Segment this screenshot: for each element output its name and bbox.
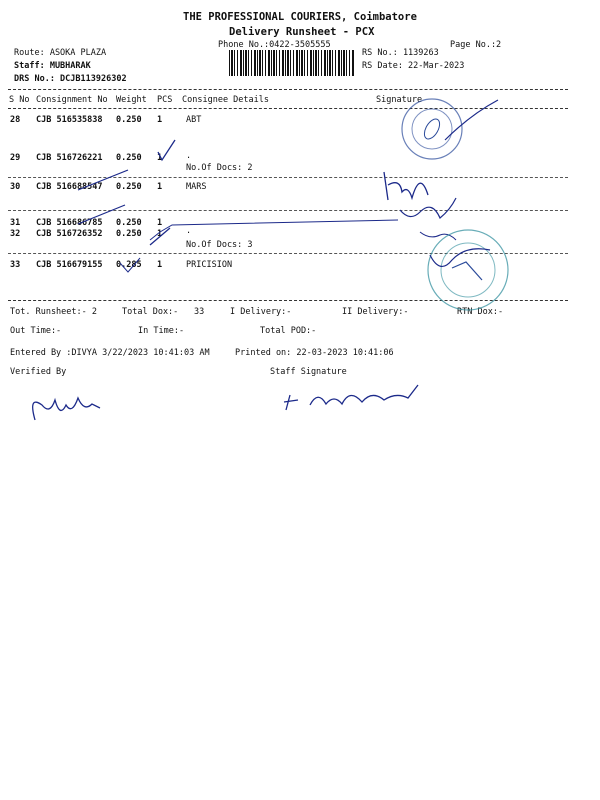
runsheet-subtitle: Delivery Runsheet - PCX (229, 26, 375, 38)
row-consignment: CJB 516686785 (36, 218, 103, 228)
row-consignment: CJB 516726221 (36, 153, 103, 163)
row-pcs: 1 (157, 153, 163, 163)
pen-stroke (78, 170, 128, 190)
col-signature: Signature (376, 95, 423, 105)
row-doc-count: No.Of Docs: 3 (186, 240, 253, 250)
i-delivery: I Delivery:- (230, 307, 292, 317)
staff-label: Staff: MUBHARAK (14, 61, 91, 71)
rtn-dox: RTN Dox:- (457, 307, 504, 317)
row-consignment: CJB 516688547 (36, 182, 103, 192)
verified-by-label: Verified By (10, 367, 67, 377)
tick-mark (158, 140, 175, 160)
pen-stroke (78, 205, 125, 224)
printed-on: Printed on: 22-03-2023 10:41:06 (235, 348, 394, 358)
row-consignment: CJB 516726352 (36, 229, 103, 239)
rs-number: RS No.: 1139263 (362, 48, 439, 58)
in-time: In Time:- (138, 326, 185, 336)
total-runsheet: Tot. Runsheet:- 2 (10, 307, 97, 317)
staff-signature (284, 385, 418, 410)
signature-stroke (400, 198, 456, 218)
route-label: Route: ASOKA PLAZA (14, 48, 107, 58)
drs-number: DRS No.: DCJB113926302 (14, 74, 127, 84)
company-title: THE PROFESSIONAL COURIERS, Coimbatore (183, 11, 417, 23)
col-pcs: PCS (157, 95, 173, 105)
verified-signature (33, 398, 100, 420)
row-sno: 30 (10, 182, 21, 192)
pen-stroke (150, 220, 398, 240)
row-pcs: 1 (157, 229, 163, 239)
col-consignee: Consignee Details (182, 95, 269, 105)
row-sno: 32 (10, 229, 21, 239)
row-weight: 0.250 (116, 115, 142, 125)
row-sno: 33 (10, 260, 21, 270)
row-consignment: CJB 516535838 (36, 115, 103, 125)
ii-delivery: II Delivery:- (342, 307, 409, 317)
signature-stroke (430, 249, 490, 267)
row-consignee: MARS (186, 182, 207, 192)
row-consignee: PRICISION (186, 260, 233, 270)
tick-mark (120, 258, 140, 272)
row-consignment: CJB 516679155 (36, 260, 103, 270)
row-weight: 0.250 (116, 218, 142, 228)
signature-stroke (384, 172, 428, 200)
row-sno: 28 (10, 115, 21, 125)
row-consignee: ABT (186, 115, 202, 125)
row-consignee: . (186, 151, 192, 161)
signature-stroke (420, 232, 456, 240)
stamp-icon (402, 99, 462, 159)
row-doc-count: No.Of Docs: 2 (186, 163, 253, 173)
signature-stroke (445, 100, 498, 140)
stamp-icon (428, 230, 508, 310)
row-pcs: 1 (157, 218, 163, 228)
page-number: Page No.:2 (450, 40, 502, 50)
total-dox-value: 33 (194, 307, 205, 317)
row-weight: 0.285 (116, 260, 142, 270)
row-weight: 0.250 (116, 182, 142, 192)
row-sno: 31 (10, 218, 21, 228)
tick-mark (150, 228, 170, 245)
out-time: Out Time:- (10, 326, 62, 336)
col-weight: Weight (116, 95, 147, 105)
col-sno: S No (9, 95, 30, 105)
staff-signature-label: Staff Signature (270, 367, 347, 377)
entered-by: Entered By :DIVYA 3/22/2023 10:41:03 AM (10, 348, 210, 358)
total-pod: Total POD:- (260, 326, 317, 336)
rs-date: RS Date: 22-Mar-2023 (362, 61, 465, 71)
col-consignment: Consignment No (36, 95, 108, 105)
phone-number: Phone No.:0422-3505555 (218, 40, 331, 50)
row-weight: 0.250 (116, 229, 142, 239)
row-weight: 0.250 (116, 153, 142, 163)
row-pcs: 1 (157, 115, 163, 125)
total-dox-label: Total Dox:- (122, 307, 179, 317)
row-pcs: 1 (157, 260, 163, 270)
row-consignee: . (186, 226, 192, 236)
row-sno: 29 (10, 153, 21, 163)
row-pcs: 1 (157, 182, 163, 192)
